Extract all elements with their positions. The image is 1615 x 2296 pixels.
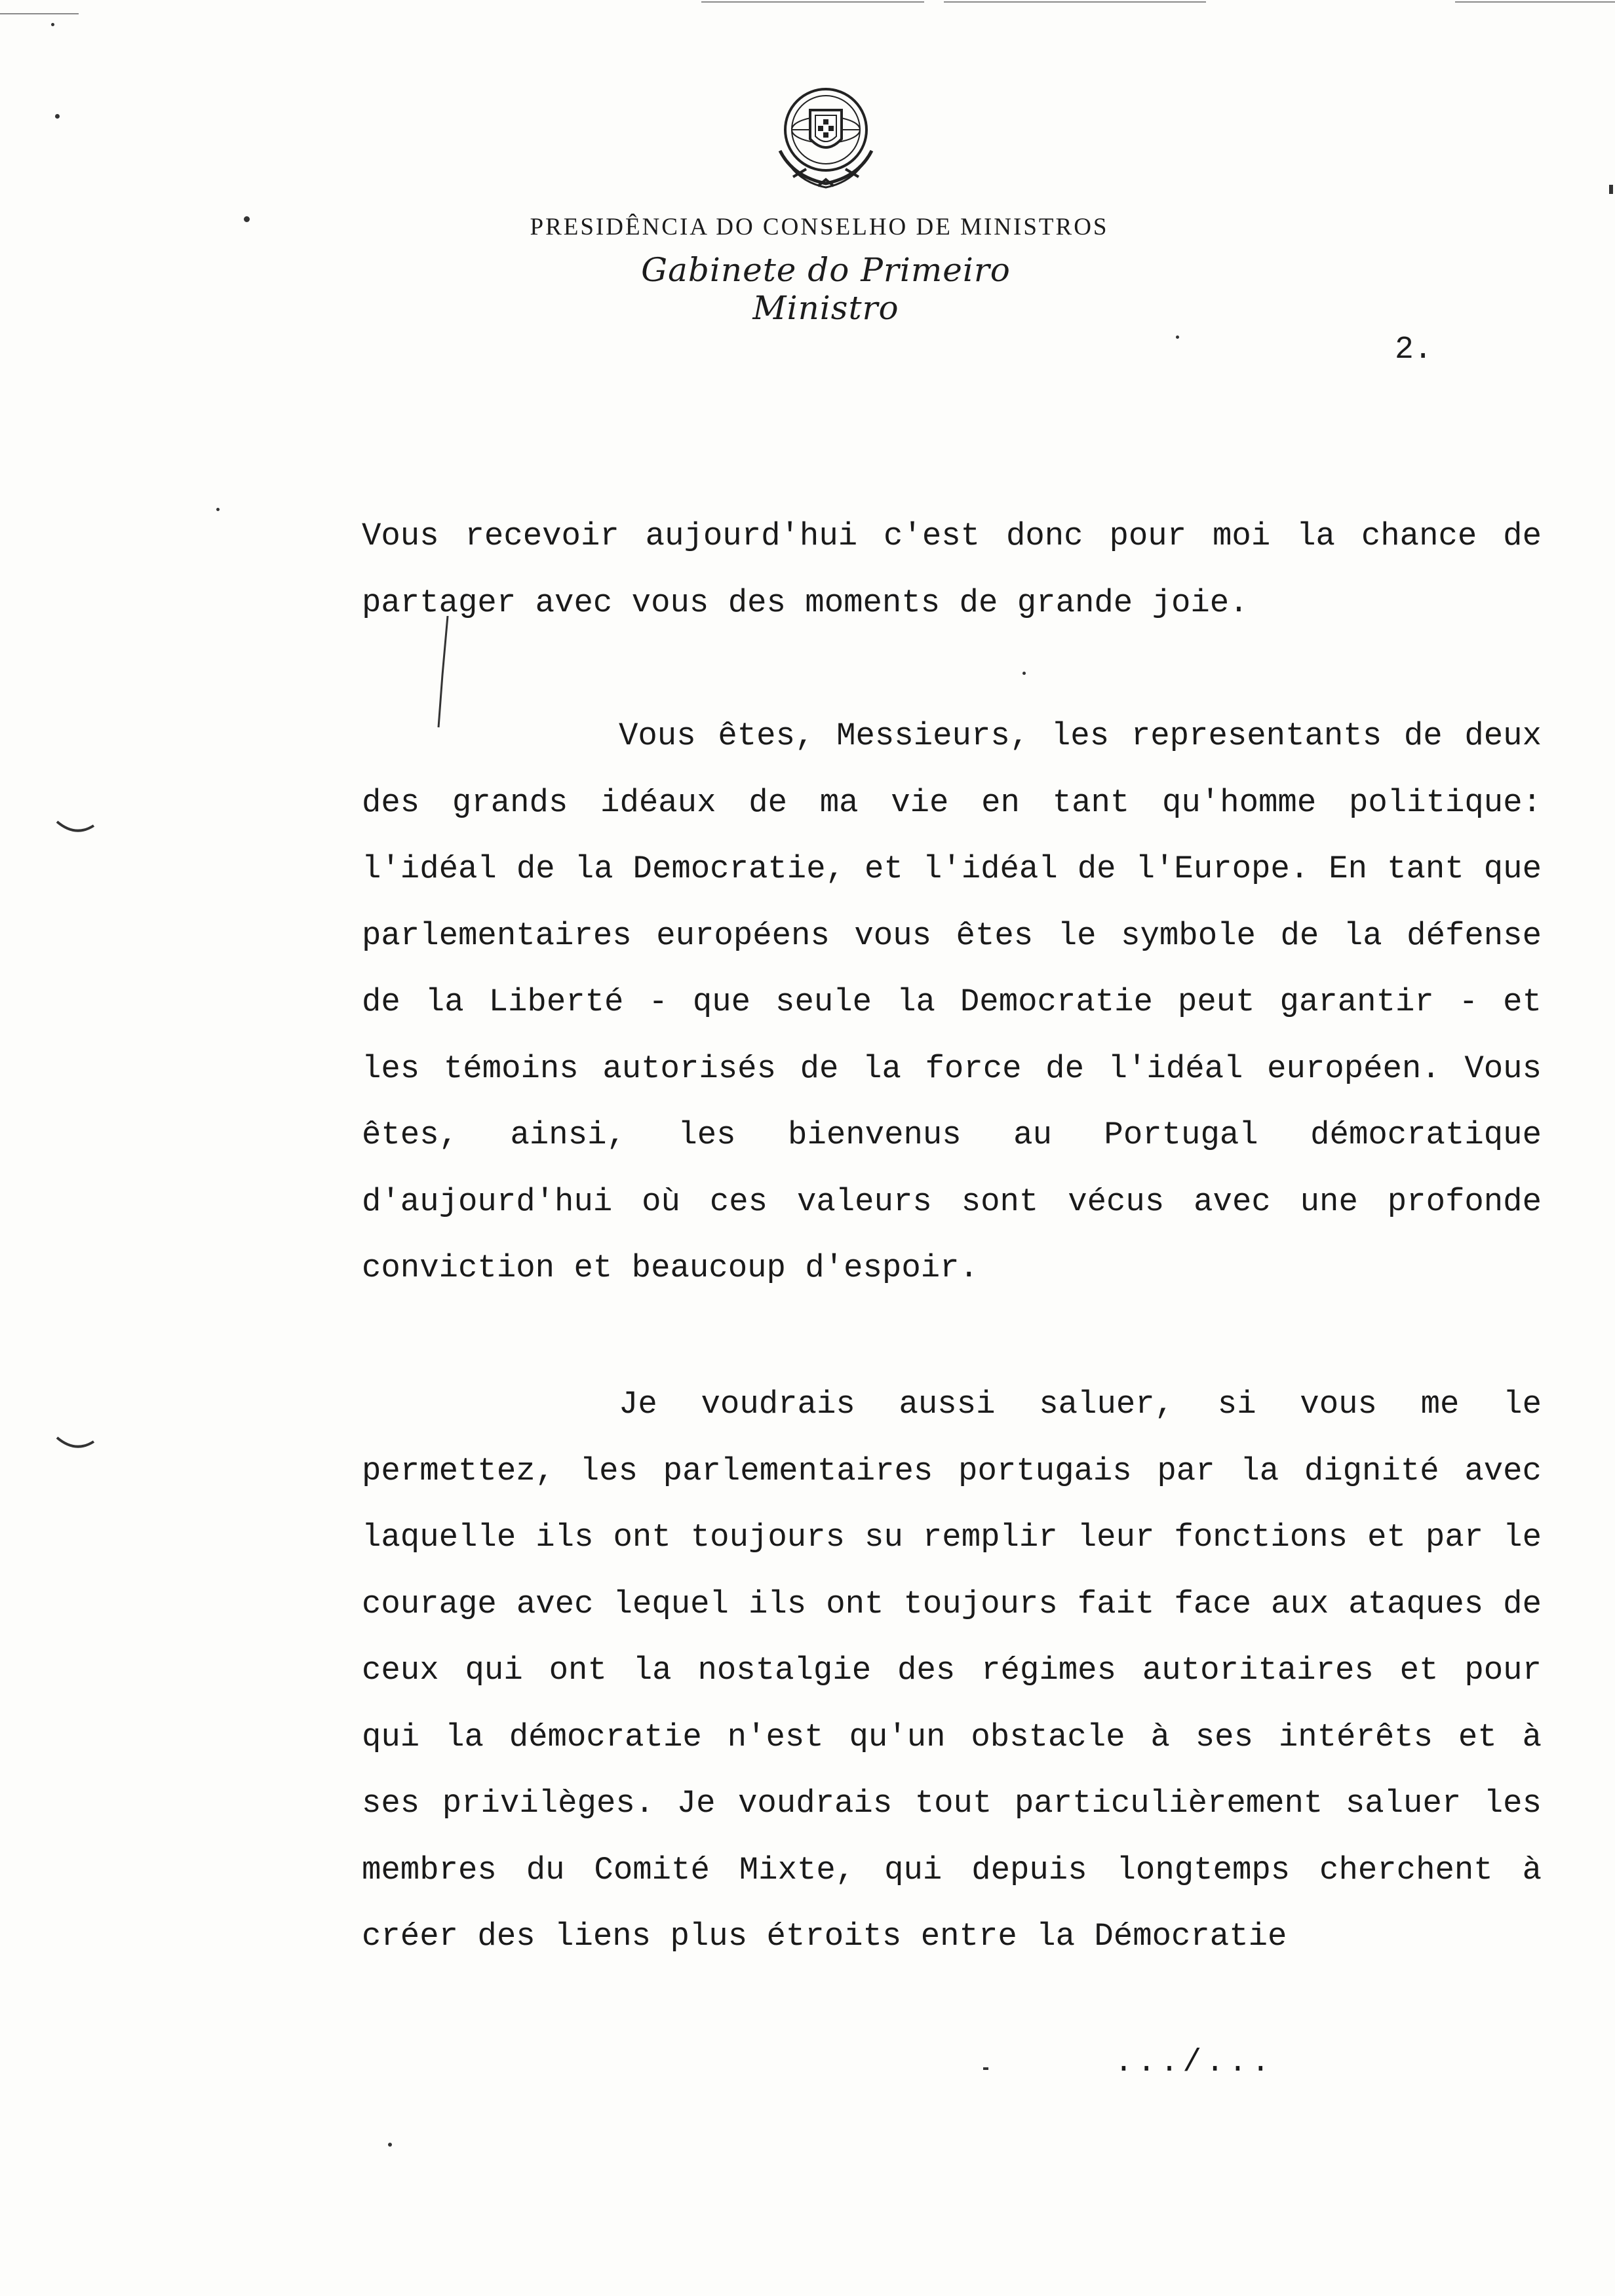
speck: [983, 2067, 988, 2070]
paragraph: Vous êtes, Messieurs, les representants de deux des grands idéaux de ma vie en tant qu'homme politique: l'idéal de la Democratie, et l'idéal de l'Europe. En tant que parlementaires européens vous êtes le symbole de la défense de la Liberté - que seule la Democratie peut garantir - et les témoins autorisés de la force de l'idéal européen. Vous êtes, ainsi, les bienvenus au Portugal démocratique d'aujourd'hui où ces valeurs sont vécus avec une profonde conviction et beaucoup d'espoir.: [362, 718, 1542, 1286]
portuguese-coat-of-arms-icon: [767, 79, 885, 197]
paragraph: Vous recevoir aujourd'hui c'est donc pour moi la chance de partager avec vous des moments de grande joie.: [362, 518, 1542, 621]
scan-edge-line: [701, 1, 924, 3]
speck: [1022, 672, 1026, 675]
speck: [244, 216, 250, 222]
speck: [1176, 335, 1179, 339]
pen-stroke-mark: [429, 616, 456, 734]
organization-name: PRESIDÊNCIA DO CONSELHO DE MINISTROS: [530, 214, 1109, 240]
margin-mark: [56, 819, 95, 839]
scan-edge-line: [0, 13, 79, 14]
scan-edge-line: [944, 1, 1206, 3]
speck: [55, 114, 60, 119]
continuation-mark: .../...: [1114, 2045, 1274, 2080]
speck: [1609, 185, 1613, 194]
speck: [388, 2143, 392, 2147]
scan-edge-line: [1455, 1, 1615, 3]
paragraph: Je voudrais aussi saluer, si vous me le permettez, les parlementaires portugais par la dignité avec laquelle ils ont toujours su remplir leur fonctions et par le courage avec lequel ils ont toujours fait face aux ataques de ceux qui ont la nostalgie des régimes autoritaires et pour qui la démocratie n'est qu'un obstacle à ses intérêts et à ses privilèges. Je voudrais tout particulièrement saluer les membres du Comité Mixte, qui depuis longtemps cherchent à créer des liens plus étroits entre la Démocratie: [362, 1386, 1542, 1955]
speck: [216, 508, 220, 511]
margin-mark: [56, 1435, 95, 1455]
cabinet-signature: Gabinete do Primeiro Ministro: [641, 251, 1011, 327]
page-number: 2.: [1395, 332, 1433, 368]
speck: [51, 23, 54, 26]
